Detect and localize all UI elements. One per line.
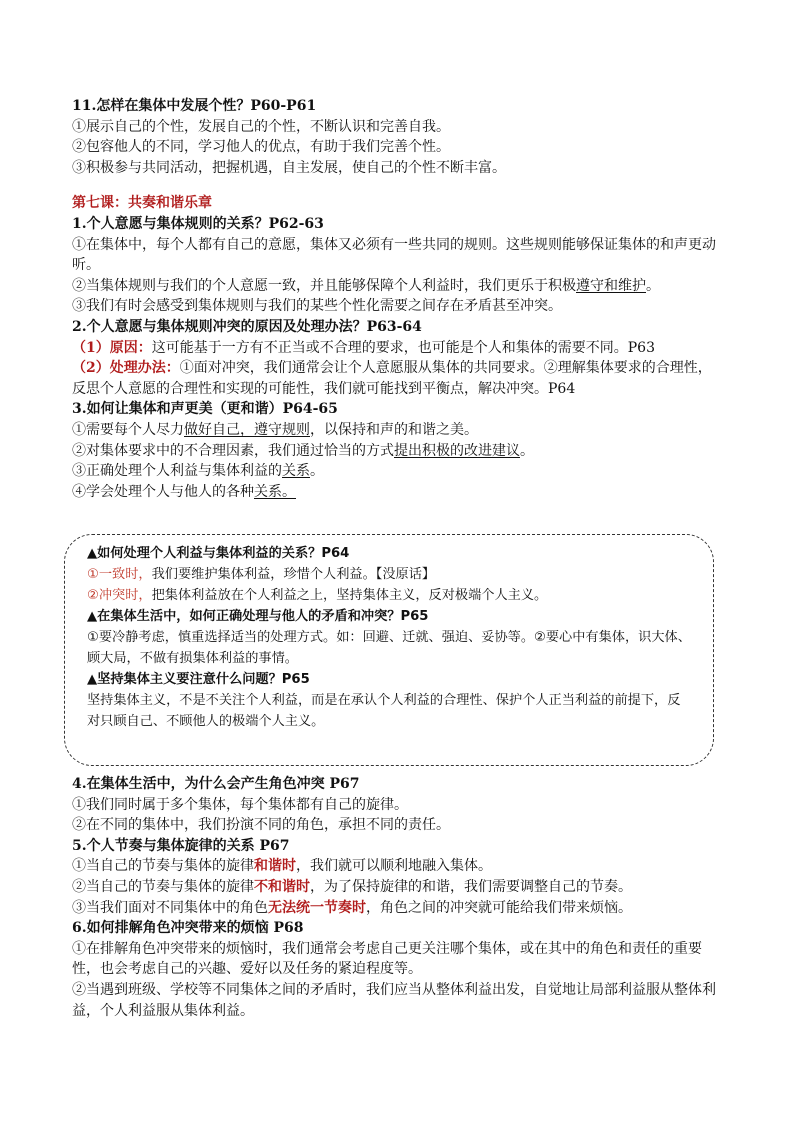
q5-item-3-text: ③当我们面对不同集体中的角色 bbox=[72, 899, 268, 916]
q3-item-4 bbox=[72, 482, 722, 503]
lesson-7-title: 第七课：共奏和谐乐章 bbox=[72, 195, 212, 212]
q3-item-2-text: ②对集体要求中的不合理因素，我们通过恰当的方式 bbox=[72, 442, 394, 459]
q4-item-2: ②在不同的集体中，我们扮演不同的角色，承担不同的责任。 bbox=[72, 817, 450, 834]
spacer bbox=[72, 178, 722, 193]
q3-item-1-underline-2: 遵守规则 bbox=[254, 421, 310, 438]
section-11-item-2: ②包容他人的不同，学习他人的优点，有助于我们完善个性。 bbox=[72, 139, 450, 156]
q1-item-2-end: 。 bbox=[646, 277, 660, 294]
q5-item-1 bbox=[72, 856, 722, 877]
q3-item-1-underline-1: 做好自己， bbox=[184, 421, 254, 438]
q4-item-1: ①我们同时属于多个集体，每个集体都有自己的旋律。 bbox=[72, 796, 408, 813]
q5-item-2 bbox=[72, 877, 722, 898]
callout-q1-a-text: 我们要维护集体利益，珍惜个人利益。【没原话】 bbox=[151, 567, 436, 582]
callout-q1-b-label: ②冲突时， bbox=[87, 588, 152, 603]
q1-item-2-underline: 遵守和维护 bbox=[576, 277, 646, 294]
q2-reason-label: （1）原因： bbox=[72, 339, 152, 356]
callout-q1-a-label: ①一致时， bbox=[87, 567, 152, 582]
q5-item-2-text: ②当自己的节奏与集体的旋律 bbox=[72, 878, 254, 895]
q3-item-3 bbox=[72, 461, 722, 482]
callout-q1-b bbox=[87, 585, 693, 606]
q3-item-1-text: ①需要每个人尽力 bbox=[72, 421, 184, 438]
q3-item-4-underline: 关系。 bbox=[254, 483, 296, 500]
section-11-title: 11.怎样在集体中发展个性？P60-P61 bbox=[72, 98, 317, 114]
q1-title: 1.个人意愿与集体规则的关系？P62-63 bbox=[72, 215, 324, 232]
q5-item-1-emphasis: 和谐时 bbox=[254, 858, 296, 875]
q3-item-2-end: 。 bbox=[520, 442, 534, 459]
q4-title: 4.在集体生活中，为什么会产生角色冲突 P67 bbox=[72, 776, 360, 792]
q2-method bbox=[72, 358, 722, 399]
section-11-item-1: ①展示自己的个性，发展自己的个性，不断认识和完善自我。 bbox=[72, 118, 450, 135]
document-page bbox=[72, 96, 722, 1019]
q5-item-3-end: ，角色之间的冲突就可能给我们带来烦恼。 bbox=[366, 899, 632, 916]
q3-item-1-end: ，以保持和声的和谐之美。 bbox=[310, 421, 478, 438]
lesson-7 bbox=[72, 193, 722, 502]
section-11 bbox=[72, 96, 722, 178]
callout-q2-title: ▲在集体生活中，如何正确处理与他人的矛盾和冲突？P65 bbox=[87, 609, 429, 624]
q2-reason bbox=[72, 338, 722, 359]
q1-item-2-text: ②当集体规则与我们的个人意愿一致，并且能够保障个人利益时，我们更乐于积极 bbox=[72, 277, 576, 294]
q3-item-2 bbox=[72, 441, 722, 462]
q3-item-4-text: ④学会处理个人与他人的各种 bbox=[72, 483, 254, 500]
q5-item-2-end: ，为了保持旋律的和谐，我们需要调整自己的节奏。 bbox=[310, 878, 632, 895]
q2-title: 2.个人意愿与集体规则冲突的原因及处理办法？P63-64 bbox=[72, 318, 422, 335]
callout-q1-a bbox=[87, 564, 693, 585]
callout-q3-title: ▲坚持集体主义要注意什么问题？P65 bbox=[87, 672, 310, 687]
q3-item-3-end: 。 bbox=[310, 463, 324, 480]
q3-item-2-underline: 提出积极的改进建议 bbox=[394, 442, 520, 459]
q1-item-1: ①在集体中，每个人都有自己的意愿，集体又必须有一些共同的规则。这些规则能够保证集体的和声更动听。 bbox=[72, 236, 716, 274]
q5-item-3 bbox=[72, 898, 722, 919]
q5-item-3-emphasis: 无法统一节奏时 bbox=[268, 899, 366, 916]
callout-q3-text: 坚持集体主义，不是不关注个人利益，而是在承认个人利益的合理性、保护个人正当利益的前提下，反对只顾自己、不顾他人的极端个人主义。 bbox=[87, 693, 681, 729]
q6-item-2: ②当遇到班级、学校等不同集体之间的矛盾时，我们应当从整体利益出发，自觉地让局部利益服从整体利益，个人利益服从集体利益。 bbox=[72, 981, 716, 1019]
q3-item-1 bbox=[72, 420, 722, 441]
q5-item-1-end: ，我们就可以顺利地融入集体。 bbox=[296, 858, 492, 875]
q6-item-1: ①在排解角色冲突带来的烦恼时，我们通常会考虑自己更关注哪个集体，或在其中的角色和责任的重要性，也会考虑自己的兴趣、爱好以及任务的紧迫程度等。 bbox=[72, 940, 702, 978]
q5-item-1-text: ①当自己的节奏与集体的旋律 bbox=[72, 858, 254, 875]
callout-q1-title: ▲如何处理个人利益与集体利益的关系？P64 bbox=[87, 546, 350, 561]
callout-q1-b-text: 把集体利益放在个人利益之上，坚持集体主义，反对极端个人主义。 bbox=[151, 588, 548, 603]
q3-item-3-underline: 关系 bbox=[282, 463, 310, 480]
callout-q2-text: ①要冷静考虑，慎重选择适当的处理方式。如：回避、迁就、强迫、妥协等。②要心中有集体，识大体、顾大局，不做有损集体利益的事情。 bbox=[87, 630, 691, 666]
q6-title: 6.如何排解角色冲突带来的烦恼 P68 bbox=[72, 920, 304, 937]
callout-box bbox=[64, 534, 714, 766]
q5-item-2-emphasis: 不和谐时 bbox=[254, 878, 310, 895]
section-11-item-3: ③积极参与共同活动，把握机遇，自主发展，使自己的个性不断丰富。 bbox=[72, 159, 506, 176]
q1-item-3: ③我们有时会感受到集体规则与我们的某些个性化需要之间存在矛盾甚至冲突。 bbox=[72, 298, 562, 315]
q2-reason-text: 这可能基于一方有不正当或不合理的要求，也可能是个人和集体的需要不同。P63 bbox=[151, 339, 655, 356]
q1-item-2 bbox=[72, 276, 722, 297]
q3-item-3-text: ③正确处理个人利益与集体利益的 bbox=[72, 463, 282, 480]
q5-title: 5.个人节奏与集体旋律的关系 P67 bbox=[72, 837, 290, 854]
q2-method-label: （2）处理办法： bbox=[72, 360, 180, 377]
lower-sections bbox=[72, 774, 722, 1021]
q2-method-text: ①面对冲突，我们通常会让个人意愿服从集体的共同要求。②理解集体要求的合理性，反思个人意愿的合理性和实现的可能性，我们就可能找到平衡点，解决冲突。P64 bbox=[72, 360, 712, 397]
q3-title: 3.如何让集体和声更美（更和谐）P64-65 bbox=[72, 401, 338, 418]
